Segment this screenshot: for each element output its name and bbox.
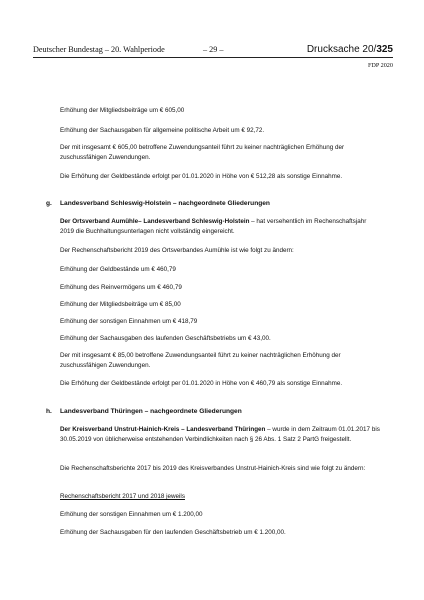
paragraph [60, 425, 382, 444]
section-title: Landesverband Thüringen – nachgeordnete Gliederungen [60, 408, 242, 415]
list-item: Erhöhung der Sachausgaben des laufenden Geschäftsbetriebs um € 43,00. [60, 335, 271, 342]
document-number-value: 325 [376, 44, 393, 55]
document-number [307, 44, 393, 55]
paragraph-text: – hat versehentlich im Rechenschaftsjahr 2019 die Buchhaltungsunterlagen nicht vollständig eingereicht. [60, 218, 367, 235]
organisation-name: Der Kreisverband Unstrut-Hainich-Kreis – Landesverband Thüringen [60, 426, 266, 433]
parliament-label: Deutscher Bundestag – 20. Wahlperiode [33, 45, 165, 54]
paragraph: Erhöhung der Mitgliedsbeiträge um € 605,00 [60, 107, 185, 114]
paragraph-text: – wurde in dem Zeitraum 01.01.2017 bis 30.05.2019 von üblicherweise entstehenden Verbindlichkeiten nach § 26 Abs. 1 Satz 2 PartG freigestellt. [60, 426, 380, 443]
document-number-prefix: Drucksache 20/ [306, 44, 377, 55]
sub-heading: Rechenschaftsbericht 2017 und 2018 jeweils [60, 493, 185, 500]
section-title: Landesverband Schleswig-Holstein – nachgeordnete Gliederungen [60, 200, 270, 207]
list-item: Erhöhung der sonstigen Einnahmen um € 418,79 [60, 318, 198, 325]
paragraph: Der mit insgesamt € 85,00 betroffene Zuwendungsanteil führt zu keiner nachträglichen Erhöhung der zuschussfähigen Zuwendungen. [60, 352, 341, 369]
paragraph: Die Erhöhung der Geldbestände erfolgt per 01.01.2020 in Höhe von € 460,79 als sonstige Einnahme. [60, 380, 343, 387]
paragraph: Die Erhöhung der Geldbestände erfolgt per 01.01.2020 in Höhe von € 512,28 als sonstige Einnahme. [60, 173, 343, 180]
section-number: h. [46, 408, 52, 415]
section-number: g. [46, 200, 52, 207]
paragraph [60, 217, 382, 236]
list-item: Erhöhung der sonstigen Einnahmen um € 1.200,00 [60, 511, 203, 518]
organisation-name: Der Ortsverband Aumühle– Landesverband Schleswig-Holstein [60, 218, 250, 225]
list-item: Erhöhung der Geldbestände um € 460,79 [60, 266, 176, 273]
page-header [33, 44, 393, 58]
paragraph: Die Rechenschaftsberichte 2017 bis 2019 des Kreisverbandes Unstrut-Hainich-Kreis sind wie folgt zu ändern: [60, 465, 366, 472]
header-rule [33, 57, 393, 58]
paragraph: Erhöhung der Sachausgaben für allgemeine politische Arbeit um € 92,72. [60, 127, 265, 134]
party-tag: FDP 2020 [367, 62, 393, 69]
list-item: Erhöhung des Reinvermögens um € 460,79 [60, 284, 182, 291]
paragraph: Der Rechenschaftsbericht 2019 des Ortsverbandes Aumühle ist wie folgt zu ändern: [60, 247, 294, 254]
paragraph: Der mit insgesamt € 605,00 betroffene Zuwendungsanteil führt zu keiner nachträglichen Erhöhung der zuschussfähigen Zuwendungen. [60, 144, 345, 161]
list-item: Erhöhung der Mitgliedsbeiträge um € 85,00 [60, 301, 181, 308]
list-item: Erhöhung der Sachausgaben für den laufenden Geschäftsbetrieb um € 1.200,00. [60, 529, 286, 536]
page-number: – 29 – [203, 45, 224, 54]
